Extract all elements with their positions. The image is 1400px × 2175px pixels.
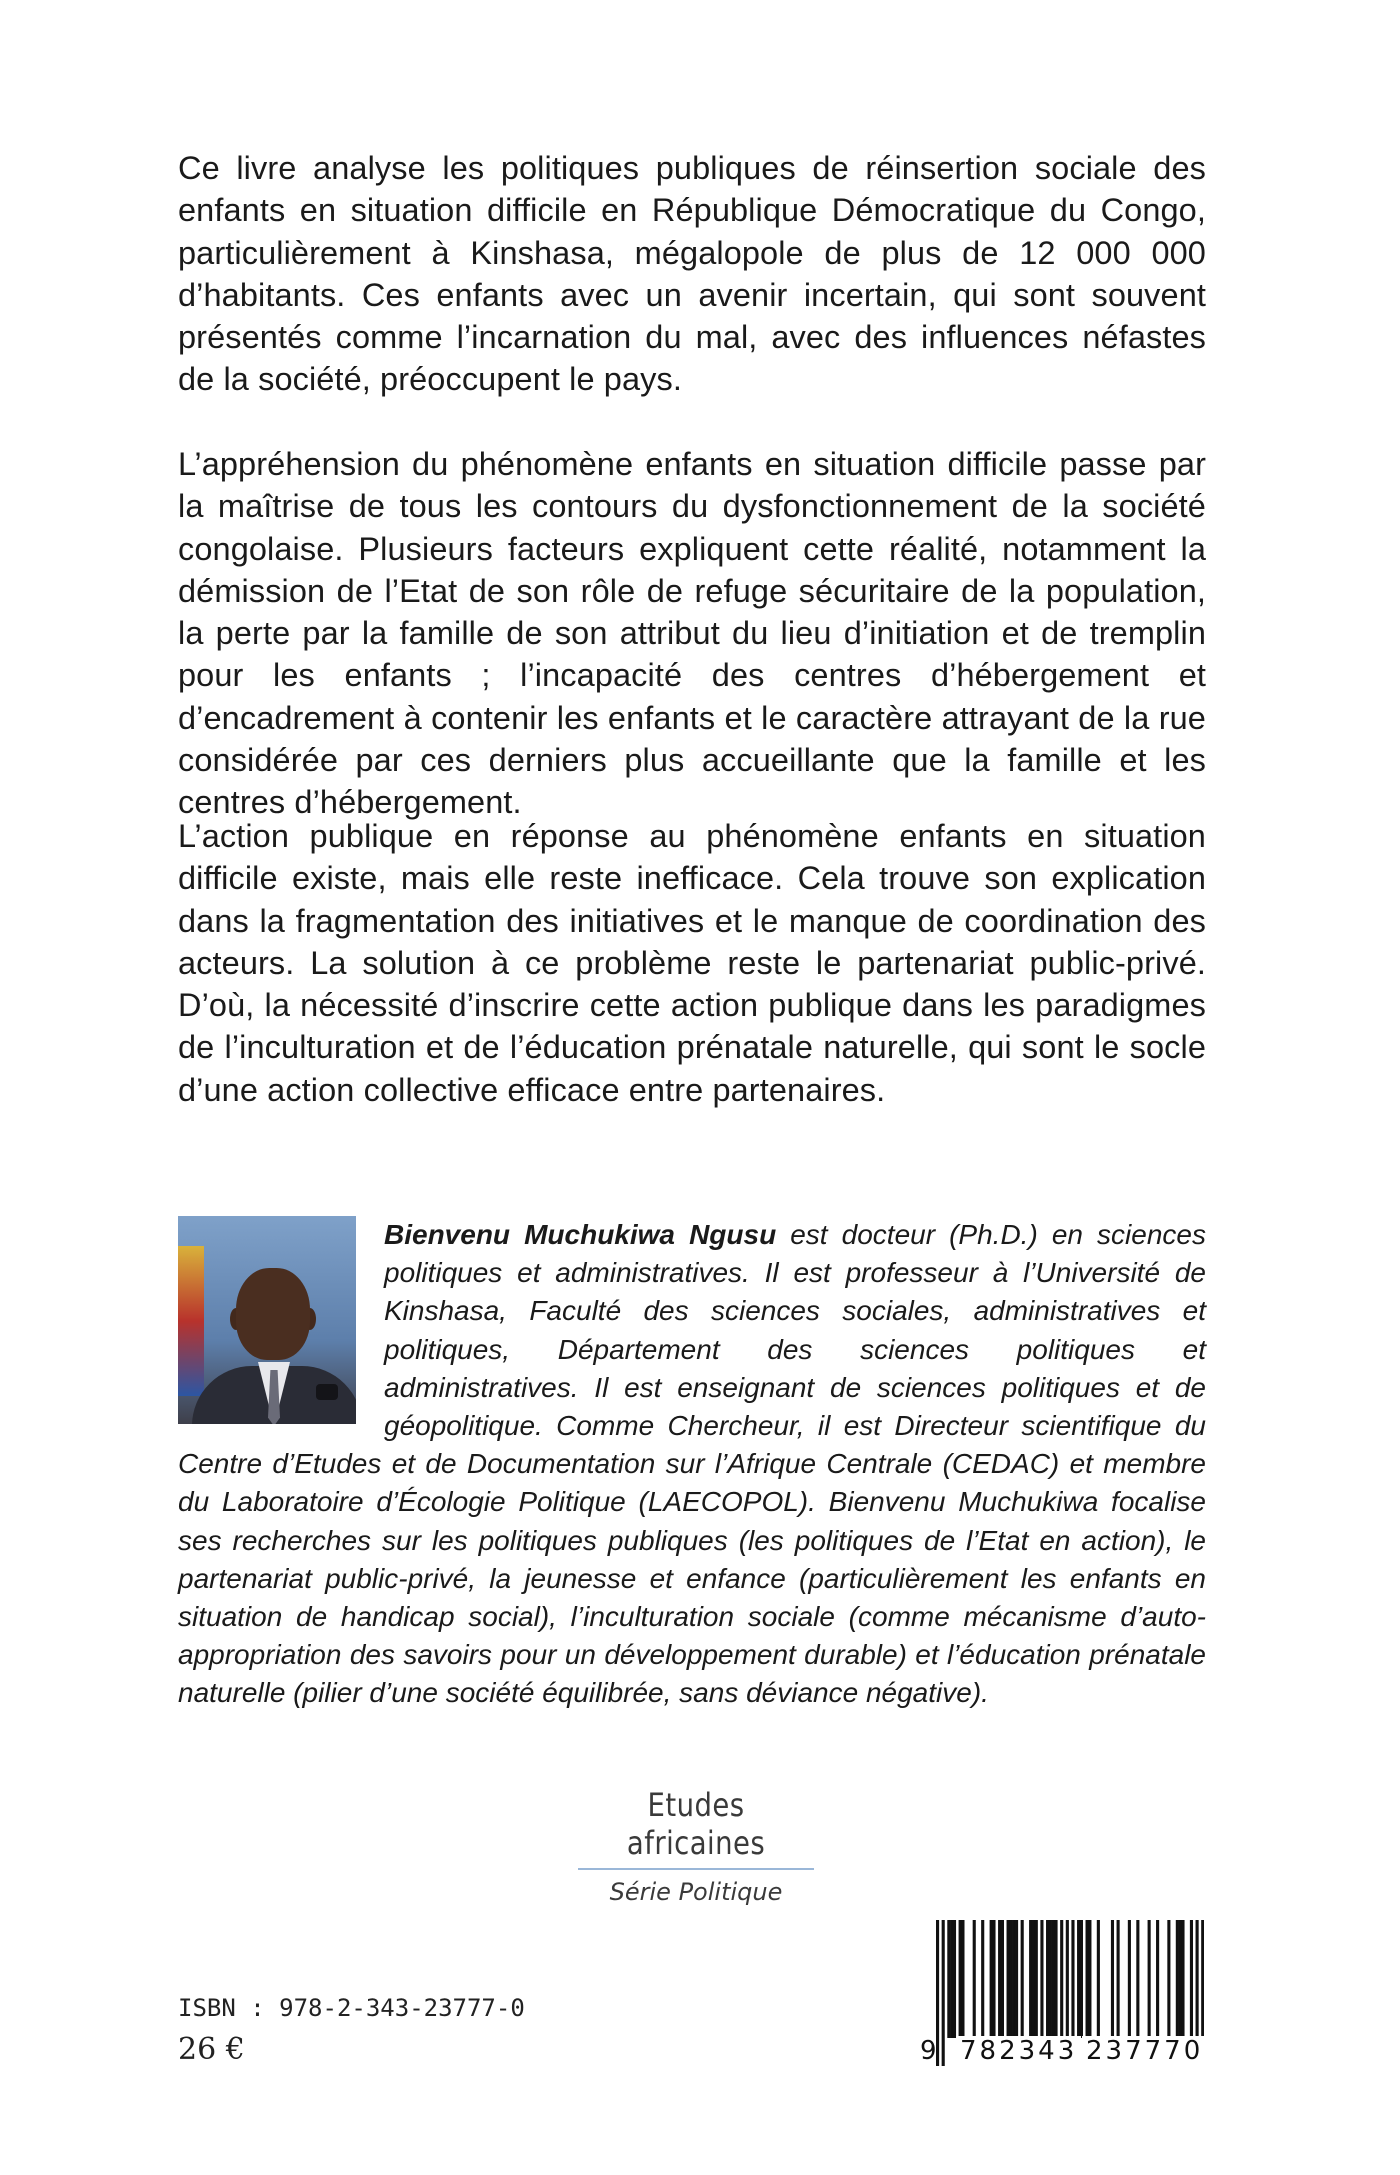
- barcode-bar: [1029, 1920, 1032, 2038]
- barcode-first-digit: 9: [920, 2036, 937, 2066]
- series-divider: [578, 1868, 814, 1870]
- barcode-bar: [1136, 1920, 1139, 2038]
- blurb-paragraph-1: Ce livre analyse les politiques publiques de réinsertion sociale des enfants en situation difficile en République Démocratique du Congo, particulièrement à Kinshasa, mégalopole de plus de 12 000 000 d’habitants. Ces enfants avec un avenir incertain, qui sont souvent présentés comme l’incarnation du mal, avec des influences néfastes de la société, préoccupent le pays.: [178, 150, 1206, 398]
- barcode-bar: [1097, 1920, 1100, 2038]
- blurb-paragraph-3: L’action publique en réponse au phénomène enfants en situation difficile existe, mais elle reste inefficace. Cela trouve son explication dans la fragmentation des initiatives et le manque de coordination des acteurs. La solution à ce problème reste le partenariat public-privé. D’où, la nécessité d’inscrire cette action publique dans les paradigmes de l’inculturation et de l’éducation prénatale naturelle, qui sont le socle d’une action collective efficace entre partenaires.: [178, 818, 1206, 1108]
- barcode-bar: [1190, 1920, 1193, 2038]
- barcode-bar: [959, 1920, 962, 2038]
- barcode-bar: [1179, 1920, 1182, 2038]
- barcode-bar: [1088, 1920, 1091, 2038]
- barcode-bar: [1046, 1920, 1049, 2038]
- barcode-bar: [1117, 1920, 1120, 2038]
- barcode-bar: [1060, 1920, 1063, 2038]
- barcode-bar: [1080, 1920, 1083, 2038]
- barcode-bar: [981, 1920, 984, 2038]
- barcode-bar: [1035, 1920, 1038, 2038]
- barcode-bar: [1077, 1920, 1080, 2038]
- barcode-bar: [961, 1920, 964, 2038]
- barcode-bar: [1049, 1920, 1052, 2038]
- barcode-bar: [953, 1920, 956, 2038]
- barcode-bar: [947, 1920, 950, 2038]
- barcode-bar: [992, 1920, 995, 2038]
- barcode-bar: [1007, 1920, 1010, 2038]
- blurb-paragraph-2: L’appréhension du phénomène enfants en situation difficile passe par la maîtrise de tous les contours du dysfonctionnement de la société congolaise. Plusieurs facteurs expliquent cette réalité, notamment la démission de l’Etat de son rôle de refuge sécuritaire de la population, la perte par la famille de son attribut du lieu d’initiation et de tremplin pour les enfants ; l’incapacité des centres d’hébergement et d’encadrement à contenir les enfants et le caractère attrayant de la rue considérée par ces derniers plus accueillante que la famille et les centres d’hébergement.: [178, 446, 1206, 821]
- barcode-right-group: 237770: [1082, 2036, 1207, 2066]
- barcode-bar: [973, 1920, 976, 2038]
- series-block: [572, 1786, 820, 1906]
- barcode-bar: [1176, 1920, 1179, 2038]
- barcode-bar: [1021, 1920, 1024, 2038]
- barcode-digits: [920, 2036, 1210, 2070]
- author-photo: [178, 1216, 356, 1424]
- barcode-bar: [1032, 1920, 1035, 2038]
- series-subtitle: Série Politique: [609, 1878, 783, 1906]
- barcode-bar: [990, 1920, 993, 2038]
- barcode-bar: [998, 1920, 1001, 2038]
- barcode-bar: [1015, 1920, 1018, 2038]
- barcode-bar: [1001, 1920, 1004, 2038]
- author-bio-text: est docteur (Ph.D.) en sciences politiques et administratives. Il est professeur à l’Université de Kinshasa, Faculté des sciences sociales, administratives et politiques, Département des sciences politiques et administratives. Il est enseignant de sciences politiques et de géopolitique. Comme Chercheur, il est Directeur scientifique du Centre d’Etudes et de Documentation sur l’Afrique Centrale (CEDAC) et membre du Laboratoire d’Écologie Politique (LAECOPOL). Bienvenu Muchukiwa focalise ses recherches sur les politiques publiques (les politiques de l’Etat en action), le partenariat public-privé, la jeunesse et enfance (particulièrement les enfants en situation de handicap social), l’inculturation sociale (comme mécanisme d’auto-appropriation des savoirs pour un développement durable) et l’éducation prénatale naturelle (pilier d’une société équilibrée, sans déviance négative).: [178, 1219, 1206, 1709]
- barcode-bar: [1040, 1920, 1043, 2038]
- barcode-bar: [1111, 1920, 1114, 2038]
- barcode-bar: [1181, 1920, 1184, 2038]
- barcode-bar: [1156, 1920, 1159, 2038]
- series-title: Etudes africaines: [626, 1786, 766, 1862]
- barcode-bar: [1009, 1920, 1012, 2038]
- barcode-bar: [1052, 1920, 1055, 2038]
- barcode-bar: [1086, 1920, 1089, 2038]
- price-text: 26 €: [178, 2032, 245, 2067]
- barcode-bar: [1012, 1920, 1015, 2038]
- barcode-left-group: 782343: [956, 2036, 1081, 2066]
- barcode-bar: [1148, 1920, 1151, 2038]
- author-biography: [178, 1216, 1206, 1713]
- barcode-bar: [1128, 1920, 1131, 2038]
- author-name: Bienvenu Muchukiwa Ngusu: [384, 1219, 777, 1250]
- barcode-bar: [950, 1920, 953, 2038]
- barcode-bar: [1167, 1920, 1170, 2038]
- isbn-text: ISBN : 978-2-343-23777-0: [178, 1994, 525, 2022]
- barcode-bar: [1054, 1920, 1057, 2038]
